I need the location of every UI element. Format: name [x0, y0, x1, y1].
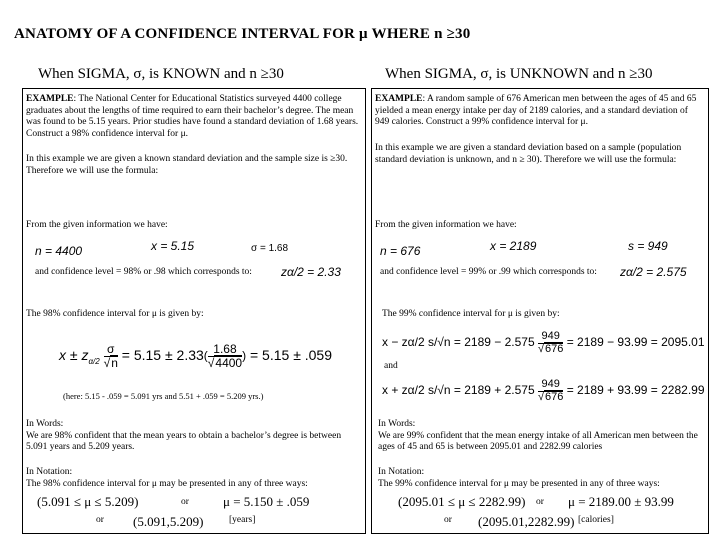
right-and: and — [384, 361, 398, 371]
left-notation-interval: (5.091,5.209) — [133, 514, 204, 529]
left-n-value: n = 4400 — [35, 244, 83, 258]
left-calc-a: = 5.15 ± 2.33 — [121, 346, 204, 363]
right-calc1-a: x − zα/2 s/√n = 2189 − 2.575 — [382, 335, 535, 350]
right-z-value: zα/2 = 2.575 — [620, 265, 687, 279]
left-xbar-value: x = 5.15 — [151, 239, 195, 253]
left-calc-num: 1.68 — [208, 343, 242, 357]
right-units: [calories] — [578, 515, 614, 525]
right-in-words — [378, 419, 704, 454]
left-note: (here: 5.15 - .059 = 5.091 yrs and 5.51 + .059 = 5.209 yrs.) — [63, 391, 264, 401]
right-ci-given: The 99% confidence interval for μ is given by: — [382, 309, 560, 319]
right-words-label: In Words: — [378, 419, 416, 429]
left-from-info: From the given information we have: — [26, 220, 168, 230]
left-in-words — [26, 419, 360, 454]
left-units: [years] — [229, 515, 256, 525]
left-notation-inequality: (5.091 ≤ μ ≤ 5.209) — [37, 494, 139, 509]
left-or-2: or — [96, 515, 104, 525]
left-calc-b: = 5.15 ± .059 — [249, 346, 333, 363]
right-column-heading: When SIGMA, σ, is UNKNOWN and n ≥30 — [385, 66, 653, 82]
left-z-value: zα/2 = 2.33 — [281, 265, 341, 279]
right-words-text: We are 99% confident that the mean energy intake of all American men between the ages of 45 and 65 is between 2095.01 and 2282.99 calories — [378, 430, 698, 453]
right-calc2-num: 949 — [538, 379, 563, 392]
left-words-text: We are 98% confident that the mean years to obtain a bachelor’s degree is between 5.091 years and 5.209 years. — [26, 430, 342, 453]
right-ci-upper-calc: x + zα/2 s/√n = 2189 + 2.575 $\frac{949}{√676}$ = 2189 + 93.99 = 2282.99 — [382, 378, 705, 403]
left-ci-calculation: $x \pm z_{\alpha/2}$ $\frac{\sigma}{√n}$ = 5.15 ± 2.33( $\frac{1.68}{√4400}$ ) = 5.15 ± .059 — [59, 342, 333, 370]
left-ci-given: The 98% confidence interval for μ is given by: — [26, 309, 204, 319]
right-notation-label: In Notation: — [378, 467, 425, 477]
left-or-1: or — [181, 497, 189, 507]
right-notation-plusminus: μ = 2189.00 ± 93.99 — [568, 494, 674, 509]
left-column-heading: When SIGMA, σ, is KNOWN and n ≥30 — [38, 66, 284, 82]
right-in-notation — [378, 467, 704, 490]
right-confidence-text: and confidence level = 99% or .99 which corresponds to: — [380, 267, 597, 277]
right-from-info: From the given information we have: — [375, 220, 517, 230]
right-notation-inequality: (2095.01 ≤ μ ≤ 2282.99) — [398, 494, 526, 509]
right-calc2-b: = 2189 + 93.99 = 2282.99 — [566, 383, 705, 398]
right-or-2: or — [444, 515, 452, 525]
right-calc1-num: 949 — [538, 331, 563, 344]
right-calc1-b: = 2189 − 93.99 = 2095.01 — [566, 335, 705, 350]
left-notation-plusminus: μ = 5.150 ± .059 — [223, 494, 310, 509]
right-calc2-den: 676 — [545, 390, 564, 403]
right-calc2-a: x + zα/2 s/√n = 2189 + 2.575 — [382, 383, 535, 398]
right-notation-text: The 99% confidence interval for μ may be presented in any of three ways: — [378, 478, 660, 489]
left-example — [26, 94, 360, 140]
right-ci-lower-calc: x − zα/2 s/√n = 2189 − 2.575 $\frac{949}{√676}$ = 2189 − 93.99 = 2095.01 — [382, 330, 705, 355]
right-xbar-value: x = 2189 — [490, 239, 537, 253]
left-example-text: : The National Center for Educational Statistics surveyed 4400 college graduates about the lengths of time required to earn their bachelor’s degree. The mean was found to be 5.15 years. Prior studies have found a standard deviation of 1.68 years. Construct a 98% confidence interval for μ. — [26, 94, 359, 139]
left-sigma-value: σ = 1.68 — [251, 243, 289, 254]
page-title: ANATOMY OF A CONFIDENCE INTERVAL FOR μ WHERE n ≥30 — [14, 26, 471, 42]
left-notation-text: The 98% confidence interval for μ may be presented in any of three ways: — [26, 478, 308, 489]
left-panel — [22, 88, 366, 534]
right-notation-interval: (2095.01,2282.99) — [478, 514, 575, 529]
left-calc-den: 4400 — [215, 355, 243, 370]
right-or-1: or — [536, 497, 544, 507]
right-example-text: : A random sample of 676 American men between the ages of 45 and 65 yielded a mean energy intake per day of 2189 calories, and a standard deviation of 949 calories. Construct a 99% confidence interval for μ. — [375, 94, 697, 128]
left-example-label: EXAMPLE — [26, 94, 74, 104]
right-given-text: In this example we are given a standard deviation based on a sample (population standard deviation is unknown, and n ≥ 30). Therefore we will use the formula: — [375, 143, 682, 165]
right-panel — [371, 88, 709, 534]
left-given-text: In this example we are given a known standard deviation and the sample size is ≥30. Therefore we will use the formula: — [26, 154, 348, 176]
right-example-label: EXAMPLE — [375, 94, 423, 104]
right-n-value: n = 676 — [380, 244, 421, 258]
left-words-label: In Words: — [26, 419, 64, 429]
left-confidence-text: and confidence level = 98% or .98 which corresponds to: — [35, 267, 252, 277]
right-calc1-den: 676 — [545, 342, 564, 355]
left-in-notation — [26, 467, 360, 490]
right-s-value: s = 949 — [628, 239, 668, 253]
right-example — [375, 94, 703, 129]
left-notation-label: In Notation: — [26, 467, 73, 477]
